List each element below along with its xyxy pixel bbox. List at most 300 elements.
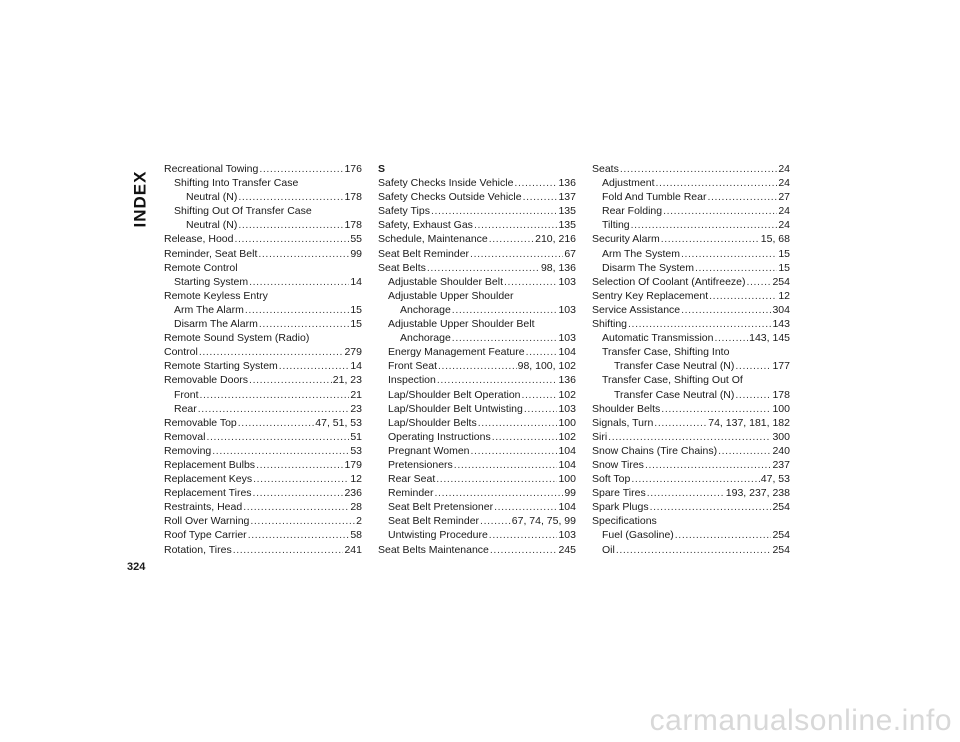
entry-term: Removable Top [164, 416, 237, 429]
dot-leader [526, 345, 558, 359]
entry-term: Seat Belt Pretensioner [388, 501, 494, 514]
dot-leader [504, 275, 557, 289]
dot-leader [645, 458, 772, 472]
entry-term: Roll Over Warning [164, 515, 250, 528]
dot-leader [480, 514, 511, 528]
entry-page-ref: 12 [778, 289, 790, 302]
index-entry [164, 486, 362, 500]
index-entry [378, 486, 576, 500]
index-entry [164, 218, 362, 232]
entry-page-ref: 14 [350, 275, 362, 288]
entry-page-ref: 24 [778, 219, 790, 232]
dot-leader [258, 247, 349, 261]
letter-label: S [378, 163, 386, 175]
index-entry [378, 289, 576, 303]
dot-leader [735, 359, 771, 373]
index-entry [592, 204, 790, 218]
dot-leader [654, 416, 707, 430]
entry-term: Restraints, Head [164, 501, 243, 514]
entry-page-ref: 15 [778, 261, 790, 274]
entry-page-ref: 103 [558, 402, 576, 415]
entry-term: Oil [602, 543, 615, 556]
entry-term: Transfer Case, Shifting Out Of [602, 374, 743, 387]
index-entry [592, 388, 790, 402]
entry-page-ref: 21, 23 [332, 374, 362, 387]
entry-term: Safety Tips [378, 205, 430, 218]
index-entry [378, 472, 576, 486]
entry-term: Shoulder Belts [592, 402, 661, 415]
entry-page-ref: 23 [350, 402, 362, 415]
dot-leader [478, 416, 558, 430]
dot-leader [616, 543, 772, 557]
entry-page-ref: 143 [772, 318, 790, 331]
entry-term: Signals, Turn [592, 416, 654, 429]
dot-leader [199, 345, 344, 359]
entry-term: Energy Management Feature [388, 346, 525, 359]
dot-leader [249, 373, 332, 387]
entry-page-ref: 15 [350, 303, 362, 316]
index-column-2 [378, 162, 576, 557]
index-entry [164, 303, 362, 317]
entry-term: Schedule, Maintenance [378, 233, 488, 246]
entry-term: Safety, Exhaust Gas [378, 219, 473, 232]
index-column-3 [592, 162, 790, 557]
entry-page-ref: 245 [558, 543, 576, 556]
entry-term: Lap/Shoulder Belt Operation [388, 388, 521, 401]
entry-term: Arm The Alarm [174, 303, 244, 316]
entry-page-ref: 104 [558, 458, 576, 471]
entry-term: Neutral (N) [186, 191, 238, 204]
entry-page-ref: 27 [778, 191, 790, 204]
entry-page-ref: 47, 53 [760, 473, 790, 486]
dot-leader [243, 500, 349, 514]
entry-page-ref: 254 [772, 275, 790, 288]
entry-term: Rotation, Tires [164, 543, 232, 556]
entry-term: Automatic Transmission [602, 332, 714, 345]
entry-term: Front [174, 388, 199, 401]
dot-leader [438, 359, 517, 373]
dot-leader [249, 275, 349, 289]
index-entry [592, 486, 790, 500]
dot-leader [436, 472, 557, 486]
entry-page-ref: 254 [772, 543, 790, 556]
entry-page-ref: 15 [778, 247, 790, 260]
dot-leader [661, 402, 771, 416]
dot-leader [647, 486, 725, 500]
entry-term: Transfer Case, Shifting Into [602, 346, 730, 359]
dot-leader [707, 190, 777, 204]
dot-leader [523, 190, 558, 204]
index-entry [164, 190, 362, 204]
entry-term: Seat Belts [378, 261, 426, 274]
index-entry [592, 500, 790, 514]
entry-term: Sentry Key Replacement [592, 289, 709, 302]
dot-leader [198, 402, 350, 416]
entry-page-ref: 98, 136 [540, 261, 576, 274]
entry-term: Remote Sound System (Radio) [164, 332, 310, 345]
index-entry [378, 444, 576, 458]
entry-term: Recreational Towing [164, 163, 259, 175]
entry-term: Removal [164, 430, 206, 443]
entry-term: Adjustable Upper Shoulder [388, 289, 514, 302]
index-entry [164, 247, 362, 261]
index-entry [592, 289, 790, 303]
index-entry [164, 261, 362, 275]
dot-leader [489, 528, 558, 542]
index-entry [592, 331, 790, 345]
entry-term: Transfer Case Neutral (N) [614, 388, 735, 401]
index-entry [378, 218, 576, 232]
entry-term: Seat Belt Reminder [388, 515, 480, 528]
entry-page-ref: 240 [772, 444, 790, 457]
index-entry [592, 232, 790, 246]
dot-leader [245, 303, 349, 317]
dot-leader [435, 486, 564, 500]
entry-term: Disarm The Alarm [174, 318, 258, 331]
index-entry [378, 528, 576, 542]
entry-page-ref: 103 [558, 303, 576, 316]
entry-page-ref: 176 [344, 163, 362, 175]
entry-term: Replacement Keys [164, 473, 253, 486]
dot-leader [628, 317, 771, 331]
index-entry [592, 458, 790, 472]
index-entry [164, 345, 362, 359]
index-entry [164, 289, 362, 303]
index-entry [592, 430, 790, 444]
entry-term: Pregnant Women [388, 444, 470, 457]
index-entry [592, 345, 790, 359]
entry-term: Transfer Case Neutral (N) [614, 360, 735, 373]
entry-page-ref: 135 [558, 219, 576, 232]
index-entry [378, 345, 576, 359]
entry-page-ref: 103 [558, 529, 576, 542]
index-entry [378, 275, 576, 289]
entry-page-ref: 136 [558, 374, 576, 387]
dot-leader [238, 218, 343, 232]
entry-term: Rear Seat [388, 473, 436, 486]
dot-leader [631, 218, 778, 232]
dot-leader [661, 232, 760, 246]
index-entry [378, 331, 576, 345]
entry-term: Removing [164, 444, 212, 457]
index-entry [378, 176, 576, 190]
dot-leader [492, 430, 558, 444]
dot-leader [494, 500, 557, 514]
index-entry [164, 232, 362, 246]
entry-page-ref: 14 [350, 360, 362, 373]
entry-term: Safety Checks Inside Vehicle [378, 177, 514, 190]
index-entry [164, 543, 362, 557]
dot-leader [437, 373, 558, 387]
entry-page-ref: 236 [344, 487, 362, 500]
index-entry [164, 317, 362, 331]
dot-leader [452, 303, 558, 317]
index-entry [592, 176, 790, 190]
index-entry [378, 190, 576, 204]
entry-page-ref: 99 [350, 247, 362, 260]
entry-page-ref: 304 [772, 303, 790, 316]
dot-leader [259, 317, 349, 331]
entry-page-ref: 53 [350, 444, 362, 457]
entry-page-ref: 254 [772, 501, 790, 514]
index-entry [164, 176, 362, 190]
index-entry [378, 388, 576, 402]
entry-term: Remote Control [164, 261, 238, 274]
entry-term: Disarm The System [602, 261, 694, 274]
index-entry [164, 472, 362, 486]
dot-leader [470, 247, 563, 261]
index-entry [164, 388, 362, 402]
index-entry [378, 317, 576, 331]
entry-page-ref: 136 [558, 177, 576, 190]
entry-page-ref: 135 [558, 205, 576, 218]
entry-page-ref: 210, 216 [535, 233, 576, 246]
entry-page-ref: 99 [564, 487, 576, 500]
index-entry [164, 204, 362, 218]
index-letter-header [378, 162, 576, 176]
dot-leader [620, 162, 777, 176]
index-column-1 [164, 162, 362, 557]
entry-term: Untwisting Procedure [388, 529, 488, 542]
entry-term: Shifting Into Transfer Case [174, 177, 299, 190]
index-entry [164, 162, 362, 176]
index-entry [592, 543, 790, 557]
dot-leader [522, 388, 558, 402]
index-entry [164, 500, 362, 514]
dot-leader [212, 444, 349, 458]
index-entry [592, 247, 790, 261]
entry-page-ref: 104 [558, 346, 576, 359]
index-entry [378, 373, 576, 387]
index-entry [592, 528, 790, 542]
entry-term: Snow Tires [592, 458, 644, 471]
entry-page-ref: 143, 145 [749, 332, 790, 345]
entry-page-ref: 58 [350, 529, 362, 542]
entry-page-ref: 100 [772, 402, 790, 415]
entry-page-ref: 137 [558, 191, 576, 204]
entry-page-ref: 55 [350, 233, 362, 246]
index-entry [592, 402, 790, 416]
entry-page-ref: 51 [350, 430, 362, 443]
index-entry [592, 514, 790, 528]
entry-term: Control [164, 346, 198, 359]
dot-leader [238, 416, 315, 430]
entry-page-ref: 193, 237, 238 [725, 487, 790, 500]
dot-leader [747, 275, 772, 289]
index-entry [164, 373, 362, 387]
entry-page-ref: 74, 137, 181, 182 [708, 416, 790, 429]
index-entry [592, 359, 790, 373]
entry-term: Remote Keyless Entry [164, 289, 268, 302]
dot-leader [631, 472, 759, 486]
index-entry [378, 543, 576, 557]
entry-term: Neutral (N) [186, 219, 238, 232]
entry-term: Reminder [388, 487, 434, 500]
entry-term: Seat Belts Maintenance [378, 543, 489, 556]
index-entry [592, 162, 790, 176]
dot-leader [256, 458, 343, 472]
dot-leader [735, 388, 771, 402]
entry-term: Removable Doors [164, 374, 249, 387]
dot-leader [253, 472, 349, 486]
dot-leader [718, 444, 771, 458]
entry-term: Anchorage [400, 303, 451, 316]
index-entry [592, 261, 790, 275]
entry-term: Anchorage [400, 332, 451, 345]
index-entry [378, 416, 576, 430]
dot-leader [474, 218, 558, 232]
entry-page-ref: 254 [772, 529, 790, 542]
entry-term: Spark Plugs [592, 501, 649, 514]
dot-leader [238, 190, 343, 204]
dot-leader [259, 162, 343, 176]
entry-term: Operating Instructions [388, 430, 491, 443]
entry-page-ref: 67, 74, 75, 99 [511, 515, 576, 528]
dot-leader [695, 261, 777, 275]
dot-leader [524, 402, 558, 416]
dot-leader [681, 303, 771, 317]
index-entry [592, 303, 790, 317]
index-entry [592, 275, 790, 289]
entry-page-ref: 104 [558, 444, 576, 457]
entry-term: Seats [592, 163, 619, 175]
entry-page-ref: 24 [778, 177, 790, 190]
dot-leader [489, 232, 534, 246]
index-entry [164, 514, 362, 528]
index-entry [592, 218, 790, 232]
dot-leader [234, 232, 349, 246]
entry-term: Release, Hood [164, 233, 234, 246]
dot-leader [248, 528, 350, 542]
entry-term: Soft Top [592, 473, 631, 486]
entry-term: Rear Folding [602, 205, 663, 218]
index-entry [164, 359, 362, 373]
index-entry [378, 303, 576, 317]
entry-term: Reminder, Seat Belt [164, 247, 258, 260]
entry-term: Specifications [592, 515, 657, 528]
entry-page-ref: 15, 68 [760, 233, 790, 246]
entry-term: Inspection [388, 374, 436, 387]
dot-leader [431, 204, 558, 218]
dot-leader [200, 388, 350, 402]
index-entry [378, 402, 576, 416]
entry-term: Fuel (Gasoline) [602, 529, 674, 542]
entry-term: Replacement Bulbs [164, 458, 256, 471]
dot-leader [233, 543, 344, 557]
entry-page-ref: 241 [344, 543, 362, 556]
dot-leader [250, 514, 355, 528]
entry-page-ref: 21 [350, 388, 362, 401]
entry-term: Arm The System [602, 247, 680, 260]
entry-page-ref: 28 [350, 501, 362, 514]
entry-page-ref: 15 [350, 318, 362, 331]
entry-term: Front Seat [388, 360, 438, 373]
entry-term: Roof Type Carrier [164, 529, 247, 542]
index-entry [164, 416, 362, 430]
dot-leader [656, 176, 778, 190]
index-entry [378, 359, 576, 373]
dot-leader [206, 430, 349, 444]
index-entry [164, 528, 362, 542]
entry-page-ref: 178 [772, 388, 790, 401]
index-entry [164, 444, 362, 458]
entry-term: Remote Starting System [164, 360, 278, 373]
entry-term: Seat Belt Reminder [378, 247, 470, 260]
entry-page-ref: 103 [558, 275, 576, 288]
index-entry [164, 331, 362, 345]
dot-leader [279, 359, 350, 373]
index-entry [378, 514, 576, 528]
index-side-tab [126, 170, 154, 228]
index-entry [378, 500, 576, 514]
entry-page-ref: 178 [344, 191, 362, 204]
entry-page-ref: 102 [558, 430, 576, 443]
page-number: 324 [127, 561, 146, 573]
entry-term: Selection Of Coolant (Antifreeze) [592, 275, 746, 288]
entry-term: Safety Checks Outside Vehicle [378, 191, 522, 204]
entry-term: Adjustable Upper Shoulder Belt [388, 318, 535, 331]
entry-page-ref: 24 [778, 163, 790, 175]
entry-page-ref: 24 [778, 205, 790, 218]
dot-leader [709, 289, 777, 303]
index-entry [378, 204, 576, 218]
entry-term: Replacement Tires [164, 487, 252, 500]
index-entry [592, 416, 790, 430]
entry-term: Adjustable Shoulder Belt [388, 275, 503, 288]
entry-term: Snow Chains (Tire Chains) [592, 444, 718, 457]
watermark: carmanualsonline.info [649, 704, 952, 737]
entry-page-ref: 102 [558, 388, 576, 401]
index-entry [164, 275, 362, 289]
index-entry [378, 430, 576, 444]
dot-leader [714, 331, 748, 345]
entry-term: Shifting [592, 318, 628, 331]
index-entry [592, 373, 790, 387]
dot-leader [675, 528, 772, 542]
index-entry [592, 444, 790, 458]
entry-term: Rear [174, 402, 197, 415]
index-entry [164, 458, 362, 472]
index-entry [378, 232, 576, 246]
entry-page-ref: 178 [344, 219, 362, 232]
entry-term: Adjustment [602, 177, 655, 190]
dot-leader [253, 486, 344, 500]
dot-leader [681, 247, 777, 261]
index-entry [592, 317, 790, 331]
dot-leader [454, 458, 558, 472]
dot-leader [490, 543, 558, 557]
dot-leader [608, 430, 771, 444]
entry-page-ref: 2 [356, 515, 362, 528]
dot-leader [471, 444, 558, 458]
dot-leader [514, 176, 557, 190]
entry-term: Starting System [174, 275, 249, 288]
entry-page-ref: 103 [558, 332, 576, 345]
entry-term: Fold And Tumble Rear [602, 191, 707, 204]
index-tab-label: INDEX [130, 170, 149, 228]
entry-page-ref: 100 [558, 473, 576, 486]
entry-term: Siri [592, 430, 608, 443]
entry-page-ref: 237 [772, 458, 790, 471]
entry-page-ref: 100 [558, 416, 576, 429]
entry-term: Tilting [602, 219, 630, 232]
dot-leader [452, 331, 558, 345]
entry-page-ref: 300 [772, 430, 790, 443]
entry-page-ref: 179 [344, 458, 362, 471]
index-entry [378, 458, 576, 472]
entry-term: Lap/Shoulder Belt Untwisting [388, 402, 523, 415]
dot-leader [427, 261, 540, 275]
